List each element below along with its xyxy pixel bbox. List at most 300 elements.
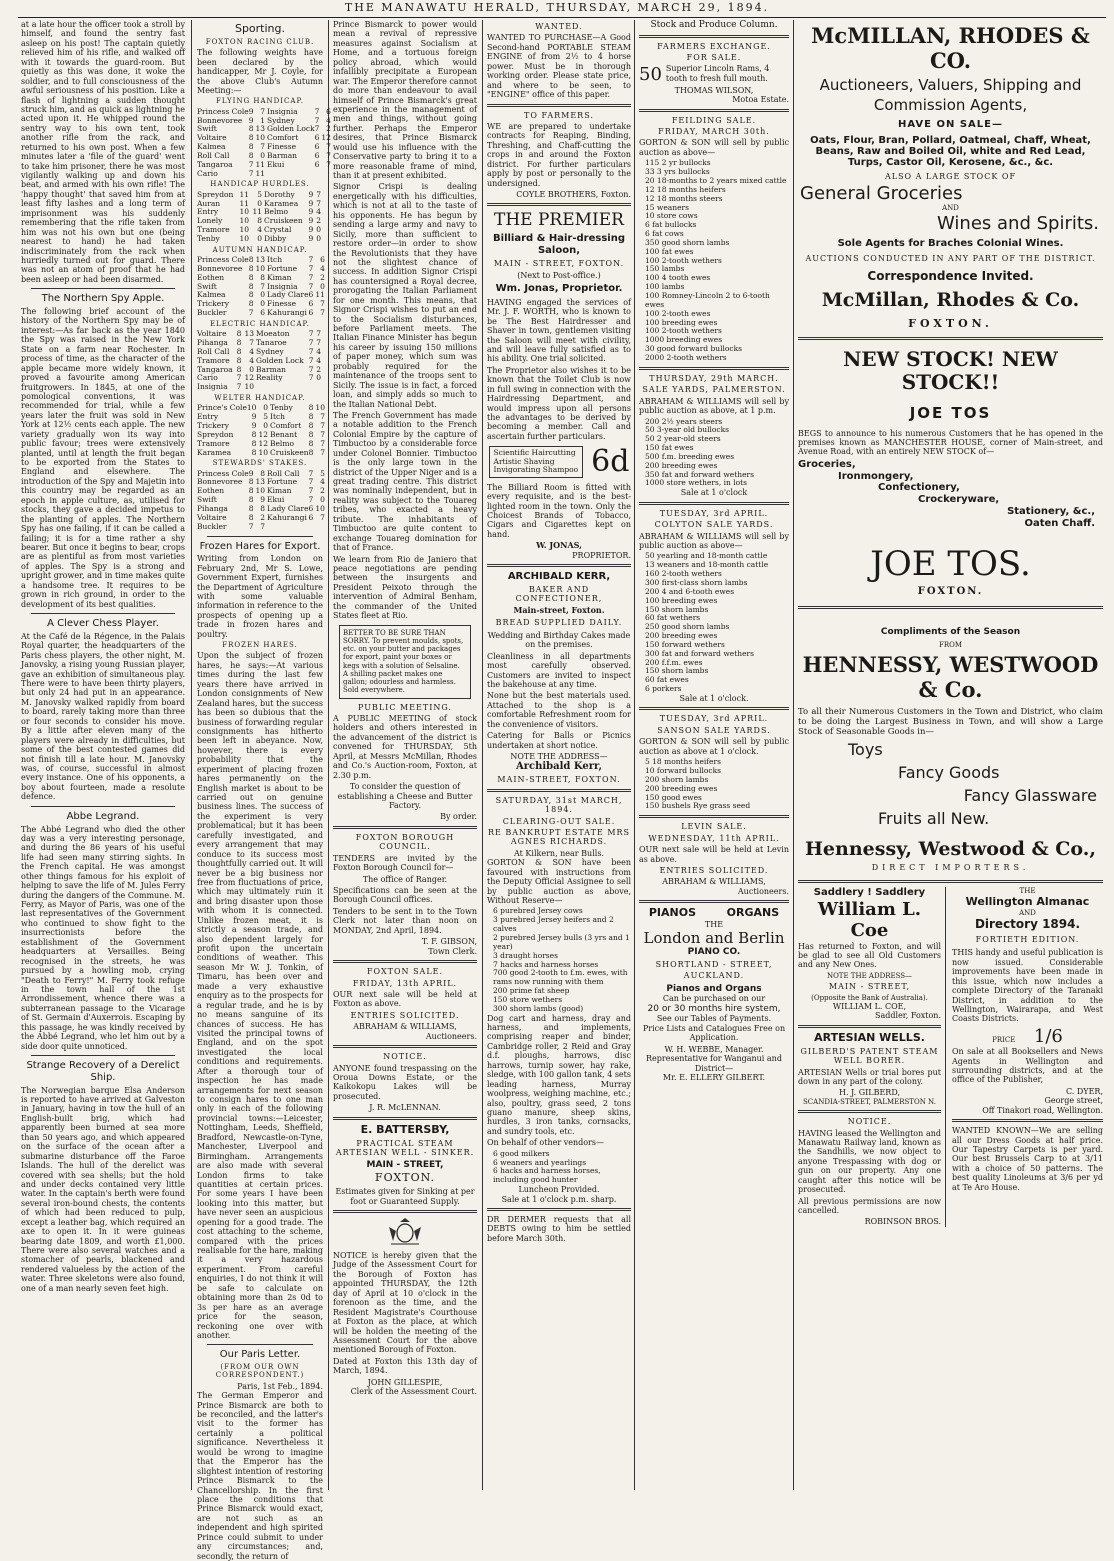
ad-text: Correspondence Invited. bbox=[867, 269, 1034, 284]
table-cell bbox=[256, 383, 308, 392]
ad-sign: George street, bbox=[1044, 1096, 1103, 1106]
table-cell: 10 bbox=[315, 503, 325, 513]
table-cell: 6 bbox=[326, 106, 331, 116]
ad-text: Sale at 1 o'clock bbox=[680, 488, 748, 498]
table-cell: 7 bbox=[320, 512, 325, 522]
table-cell: 7 bbox=[308, 364, 314, 374]
lot-item: 3 purebred Jersey heifers and 2 calves bbox=[493, 915, 614, 934]
table-cell: 10 bbox=[255, 263, 266, 273]
table-cell: 8 bbox=[251, 429, 257, 439]
table-cell: Entry bbox=[197, 412, 219, 422]
table-cell: Tangaroa bbox=[197, 159, 233, 169]
lot-list bbox=[639, 758, 789, 811]
ad-text: Representative for Wanganui and District— bbox=[646, 1054, 782, 1073]
table-cell bbox=[316, 383, 323, 392]
table-cell: 8 bbox=[248, 150, 254, 160]
table-cell: Comfort bbox=[267, 133, 299, 143]
lot-item: 150 bushels Rye grass seed bbox=[645, 801, 751, 811]
ad-text: MAIN - STREET, bbox=[828, 982, 911, 992]
table-cell: 6 bbox=[308, 308, 314, 318]
table-cell: Finesse bbox=[267, 142, 297, 152]
ad-sign: Archibald Kerr, bbox=[515, 761, 603, 773]
ad-text: THE bbox=[704, 920, 724, 930]
table-cell: 8 bbox=[248, 503, 254, 513]
ad-heading: E. BATTERSBY, bbox=[360, 1122, 450, 1136]
goods-item: Crockeryware, bbox=[918, 494, 1000, 506]
lot-item: 200 f.f.m. ewes bbox=[645, 657, 703, 667]
table-cell: 8 bbox=[260, 468, 266, 478]
table-cell: 8 bbox=[248, 299, 254, 309]
table-cell: Belmo bbox=[264, 207, 289, 217]
table-cell: 10 bbox=[255, 133, 266, 143]
table-row bbox=[197, 309, 327, 318]
ad-heading: William L. Coe bbox=[817, 899, 922, 942]
table-cell: 6 bbox=[314, 142, 320, 152]
ad-text: ANYONE found trespassing on the Oroua Downs Estate, or the Kaikokopu Lakes will be prosecuted. bbox=[333, 1063, 477, 1101]
article-text: The Abbé Legrand who died the other day was a very interesting personage, and during the 86 years of his useful life had seen many stirring sights. In the French capital. He was amongst other things famous for his exploit of helping to save the life of M. Jules Ferry during the dangers of the Commune. M. Ferry, as Mayor of Paris, was one of the last representatives of the Government who continued to show fight to the insurrectionists before the establishment of the Government headquarters at Versailles. Being recognised in the streets, he was pursued by a howling mob, crying "Death to Ferry!" M. Ferry took refuge in the town hall of the 1st Arrondissement, whence there was a subterranean passage to the Vicarage of St. Germain d'Auxerrois. Escaping by this passage, he was kindly received by the Abbé Legrand, who let him out by a side door quite unnoticed. bbox=[21, 824, 185, 1051]
divider bbox=[639, 900, 789, 903]
table-cell: 7 bbox=[308, 337, 314, 347]
table-cell: 11 bbox=[239, 189, 250, 199]
ad-text: Superior Lincoln Rams, 4 tooth to fresh full mouth. bbox=[665, 64, 770, 83]
ad-text: NOTE THE ADDRESS— bbox=[826, 971, 913, 980]
table-cell: 4 bbox=[257, 225, 263, 235]
ad-text: ABRAHAM & WILLIAMS will sell by public auction as above, at 1 p.m. bbox=[639, 396, 789, 416]
ad-text: Commission Agents, bbox=[873, 96, 1028, 115]
table-cell: 8 bbox=[248, 133, 254, 143]
table-cell: 8 bbox=[248, 281, 254, 291]
table-cell: 0 bbox=[260, 150, 266, 160]
ad-heading: COLYTON SALE YARDS. bbox=[654, 520, 774, 530]
handicap-table bbox=[197, 330, 323, 392]
table-cell: 11 bbox=[252, 207, 263, 217]
ad-text: PIANO CO. bbox=[687, 947, 741, 958]
ad-sign: ABRAHAM & WILLIAMS, bbox=[662, 877, 766, 887]
lot-item: 50 3-year old bullocks bbox=[645, 425, 729, 435]
table-cell: Spreydon bbox=[197, 189, 234, 199]
table-cell: Kiman bbox=[267, 486, 292, 496]
table-cell: 7 bbox=[326, 150, 331, 160]
divider bbox=[333, 1210, 477, 1213]
ad-sign: C. DYER, bbox=[1065, 1086, 1103, 1096]
price-box bbox=[487, 444, 631, 479]
table-cell: 5 bbox=[320, 468, 325, 478]
goods-item: Fancy Goods bbox=[898, 762, 1000, 782]
handicap-title: ELECTRIC HANDICAP. bbox=[209, 319, 311, 328]
lot-item: 20 18-months to 2 years mixed cattle bbox=[645, 176, 787, 186]
ad-text: Sale at 1 o'clock. bbox=[679, 693, 749, 703]
divider bbox=[639, 707, 789, 710]
ad-sign: Auctioneers. bbox=[425, 1031, 477, 1041]
price-row bbox=[952, 1026, 1103, 1047]
table-cell: 7 bbox=[248, 521, 254, 531]
column-1 bbox=[18, 20, 188, 1490]
table-cell: 10 bbox=[315, 403, 325, 413]
dateline: Paris, 1st Feb., 1894. bbox=[237, 1381, 323, 1391]
table-cell: 7 bbox=[308, 355, 314, 365]
divider bbox=[952, 1119, 1103, 1122]
ad-sign: THOMAS WILSON, bbox=[674, 85, 754, 95]
ad-text: Specifications can be seen at the Borough Council offices. bbox=[333, 886, 477, 905]
handicap-table bbox=[197, 256, 327, 318]
ad-text: GORTON & SON have been favoured with instructions from the Deputy Official Assignee to sell by public auction as above, Without Reserve— bbox=[487, 858, 631, 906]
column-rule bbox=[482, 20, 483, 1490]
ad-text: Billiard & Hair-dressing Saloon, bbox=[493, 233, 625, 257]
ad-heading: JOE TOS bbox=[909, 403, 992, 422]
table-cell: 7 bbox=[248, 308, 254, 318]
lot-item: 150 shorn lambs bbox=[645, 666, 709, 676]
table-cell: Fortune bbox=[267, 263, 298, 273]
column-rule bbox=[328, 20, 329, 1490]
article-heading: Frozen Hares for Export. bbox=[199, 540, 321, 552]
table-cell: 9 bbox=[260, 495, 266, 505]
table-row bbox=[197, 235, 323, 244]
lot-item: 13 weaners and 18-month cattle bbox=[645, 560, 769, 570]
ad-sign: SCANDIA-STREET, PALMERSTON N. bbox=[803, 1097, 936, 1106]
article-text: The following brief account of the history of the Northern Spy may be of interest:—As far back as the year 1840 the Spy was raised in the New York State on a farm near Rochester. In process of time, as the character of the apple became more widely known, it proved a favourite among American fruitgrowers. In 1845, at one of the pomological conventions, it was recommended for trial, while a few years later the fruit was sold in New York at 12½ cents each apple. The new variety gradually won its way into public favour; trees were extensively planted, until at length the fruit began to be exported from the States to England and elsewhere. The introduction of the Spy and Majetin into this country may be regarded as an epoch in apple culture, as, utilised for stocks, they gave a decided impetus to the planting of apples. The Northern Spy has one failing, if it can be called a failing; it is for a time rather a shy bearer. But once it begins to bear, crops are as plentiful as from most varieties of apples. The Spy is a strong and upright grower, and in time makes quite a handsome tree. It requires to be grown in rich ground, in order to the development of its best qualities. bbox=[21, 307, 185, 609]
table-cell: 4 bbox=[249, 346, 255, 356]
table-cell: Cario bbox=[197, 373, 218, 383]
divider bbox=[639, 502, 789, 505]
table-cell: Finesse bbox=[267, 299, 297, 309]
ad-text: WANTED KNOWN—We are selling all our Dress Goods at half price. Our Tapestry Carpets is per yard. Our best Brussels Carp to at 3/11 with a choice of 50 patterns. The best quality Linoleums at 3/6 per yd at Te Aro House. bbox=[952, 1126, 1103, 1192]
ad-text: GORTON & SON will sell by public auction as above— bbox=[639, 138, 789, 157]
table-cell bbox=[315, 170, 322, 179]
ad-text: The Billiard Room is fitted with every requisite, and is the best-lighted room in the town. Only the Choicest Brands of Tobacco, Cigars and Cigarettes kept on hand. bbox=[487, 482, 631, 539]
table-cell: 8 bbox=[257, 216, 263, 226]
divider bbox=[798, 337, 1103, 340]
table-cell: 8 bbox=[236, 329, 242, 339]
handicap-title: STEWARDS' STAKES. bbox=[212, 459, 308, 468]
goods-item: Fancy Glassware bbox=[963, 785, 1097, 805]
table-cell: 9 bbox=[308, 233, 314, 243]
divider bbox=[333, 1045, 477, 1048]
divider bbox=[798, 1025, 941, 1028]
table-cell: 7 bbox=[316, 329, 321, 339]
article-text: at a late hour the officer took a stroll by himself, and found the sentry fast asleep on his post! The captain quietly relieved him of his rifle, and walked off with it towards the guard-room. But quietly as this was done, it woke the soldier, and to full consciousness of the awful seriousness of his position. Like a flash of lightning a sudden thought struck him, and as quick as lightning he acted upon it. He whipped round the sentry way to his own tent, took another rifle from the rack, and returned to his own post. When a few minutes later a 'file of the guard' went to take him prisoner, there he was most vigilantly walking up and down his beat, and armed with his own rifle! The 'happy thought' that saved him from at least fifty lashes and a long term of imprisonment was his suddenly remembering that the rifle taken from him was not his own but one (being nearest to hand) he had taken indiscriminately from the rack when hurriedly turned out for guard. There was not an atom of proof that he had been asleep or had been disarmed. bbox=[21, 20, 185, 284]
table-cell: 4 bbox=[320, 263, 325, 273]
table-cell: 6 bbox=[260, 308, 266, 318]
table-cell: Tramore bbox=[197, 355, 230, 365]
table-cell: 8 bbox=[248, 254, 254, 264]
royal-crest-icon bbox=[385, 1217, 425, 1247]
lot-item: 150 forward wethers bbox=[645, 639, 725, 649]
handicap-title: HANDICAP HURDLES. bbox=[210, 180, 310, 189]
column-3 bbox=[330, 20, 480, 1490]
divider bbox=[639, 367, 789, 370]
article-heading: Abbe Legrand. bbox=[66, 810, 140, 822]
service-item: Artistic Shaving bbox=[493, 456, 555, 466]
table-cell: 7 bbox=[260, 106, 266, 116]
table-cell: 7 bbox=[308, 346, 314, 356]
table-cell: 12 bbox=[244, 373, 255, 383]
ad-heading: Directory 1894. bbox=[974, 916, 1081, 931]
ad-heading: Wellington Almanac bbox=[965, 894, 1090, 908]
table-cell: Swift bbox=[197, 124, 217, 134]
table-cell: Princess Cole bbox=[197, 106, 249, 116]
ad-text: Price Lists and Catalogues Free on Application. bbox=[642, 1023, 786, 1043]
table-cell: 10 bbox=[246, 403, 257, 413]
table-cell: Spreydon bbox=[197, 429, 234, 439]
table-cell: Moeaton bbox=[256, 329, 290, 339]
table-cell: Roll Call bbox=[197, 346, 230, 356]
lot-item: 350 good shorn lambs bbox=[645, 237, 730, 247]
lot-list bbox=[639, 552, 789, 694]
table-cell: 7 bbox=[314, 106, 320, 116]
ad-text: Cleanliness in all departments most carefully observed. Customers are invited to inspect the bakehouse at any time. bbox=[487, 651, 631, 689]
table-row bbox=[197, 449, 327, 458]
table-cell: 0 bbox=[263, 403, 268, 413]
ad-text: SHORTLAND - STREET, bbox=[655, 959, 773, 969]
ad-heading: HENNESSY, WESTWOOD & Co. bbox=[802, 652, 1099, 703]
table-cell: 8 bbox=[236, 337, 242, 347]
ad-text: FORTIETH EDITION. bbox=[975, 934, 1080, 944]
article-text: The Norwegian barque Elsa Anderson is reported to have arrived at Galveston in January, having in tow the hull of an English-built brig, which had apparently been burned at sea more than 50 years ago, and which appeared on the surface of the ocean after a submarine disturbance off the Faroe Islands. The hull of the derelict was covered with sea shells; but the hold and under decks contained very little water. In the captain's berth were found several iron-bound chests, the contents of which had been reduced to pulp, except a leather bag, which required an axe to open it. In it were guineas bearing date 1809, and worth £1,000. There were also several watches and a stomacher of pearls, blackened and rendered valueless by the action of the water. Three skeletons were also found, one of a man nearly seven feet high. bbox=[21, 1085, 185, 1293]
ad-text: General Groceries bbox=[800, 183, 963, 205]
lot-item: 6 fat cows bbox=[645, 229, 684, 239]
table-cell: 7 bbox=[260, 281, 266, 291]
table-cell: 7 bbox=[316, 337, 321, 347]
divider bbox=[333, 826, 477, 829]
article-text: Writing from London on February 2nd, Mr S. Lowe, Government Expert, furnishes the Department of Agriculture with some valuable information in reference to the prospects of opening up a trade in frozen hares and poultry. bbox=[197, 554, 323, 639]
table-cell: Barman bbox=[267, 150, 297, 160]
table-cell: 10 bbox=[258, 447, 268, 457]
lot-item: 100 4 tooth ewes bbox=[645, 273, 711, 283]
ad-text: AND bbox=[942, 204, 959, 213]
table-cell: Sydney bbox=[256, 346, 284, 356]
table-cell: 13 bbox=[255, 254, 266, 264]
table-cell: 7 bbox=[320, 308, 325, 318]
table-cell: 10 bbox=[244, 382, 255, 392]
column-rule bbox=[191, 20, 192, 1490]
goods-list bbox=[798, 459, 1103, 530]
divider bbox=[207, 536, 313, 537]
lot-item: 1000 store wethers, in lots bbox=[645, 478, 747, 488]
ad-text: PRACTICAL STEAM ARTESIAN WELL - SINKER. bbox=[335, 1138, 475, 1158]
table-cell: Prince's Cole bbox=[197, 403, 247, 413]
lot-item: 350 fat and forward wethers bbox=[645, 469, 754, 479]
table-cell: 11 bbox=[255, 159, 266, 169]
table-cell: 8 bbox=[236, 355, 242, 365]
lot-item: 60 fat wethers bbox=[645, 613, 701, 623]
lot-item: 150 fat ewes bbox=[645, 443, 694, 453]
top-rule bbox=[18, 17, 1106, 18]
table-cell: Pihanga bbox=[197, 337, 228, 347]
table-cell: Cruiskeen bbox=[264, 216, 303, 226]
table-cell: Dibby bbox=[264, 233, 287, 243]
table-cell: 8 bbox=[248, 142, 254, 152]
ad-text: ALSO A LARGE STOCK OF bbox=[884, 171, 1016, 181]
ad-heading: ARCHIBALD KERR, bbox=[507, 571, 611, 583]
goods-item: Fruits all New. bbox=[878, 808, 990, 828]
ad-text: Has returned to Foxton, and will be glad to see all Old Customers and any New Ones. bbox=[798, 941, 941, 970]
ad-text: FROM bbox=[938, 641, 963, 650]
article-text: At the Café de la Régence, in the Palais Royal quarter, the headquarters of the Paris chess players, the other night, M. Janovsky, a rising young Russian player, gave an exhibition of simultaneous play. There were to have been thirty players, but only 24 had put in an appearance. M. Janovsky walked rapidly from board to board, rarely taking more than three or four seconds to consider his move. By a little after eleven many of the players were already in difficulties, but some of the best contested games did not finish till a late hour. M. Janovsky was, of course, successful in almost every instance. One of his opponents, a boy about fourteen, made a resolute defence. bbox=[21, 631, 185, 802]
table-cell: 8 bbox=[308, 438, 314, 448]
ad-text: Wines and Spirits. bbox=[937, 212, 1099, 234]
ad-text: Luncheon Provided. bbox=[518, 1185, 600, 1195]
ad-text: On behalf of other vendors— bbox=[487, 1138, 604, 1148]
handicap-table bbox=[197, 191, 323, 244]
divider bbox=[798, 1110, 941, 1113]
handicap-title: WELTER HANDICAP. bbox=[214, 394, 306, 403]
lot-item: 100 Romney-Lincoln 2 to 6-tooth ewes bbox=[645, 291, 770, 309]
table-cell: Roll Call bbox=[197, 150, 230, 160]
table-cell: Kiman bbox=[267, 272, 292, 282]
ad-heading: Saddlery ! Saddlery bbox=[813, 887, 926, 899]
lot-item: 6 weaners and yearlings bbox=[493, 1157, 587, 1167]
table-cell: Ekui bbox=[267, 159, 285, 169]
sub-heading: (FROM OUR OWN CORRESPONDENT.) bbox=[215, 1363, 305, 1380]
lot-item: 10 forward bullocks bbox=[645, 765, 722, 775]
table-cell: 9 bbox=[248, 106, 254, 116]
table-cell: 2 bbox=[326, 124, 331, 134]
ad-text: GORTON & SON will sell by public auction as above at 1 o'clock. bbox=[639, 737, 789, 756]
ad-sign: W. JONAS, bbox=[536, 540, 582, 551]
ad-heading: PUBLIC MEETING. bbox=[357, 702, 452, 712]
table-cell: 7 bbox=[308, 486, 314, 496]
table-cell: 6 bbox=[308, 512, 314, 522]
table-cell: Lonely bbox=[197, 216, 223, 226]
table-cell: 4 bbox=[316, 346, 321, 356]
ad-text: The office of Ranger. bbox=[362, 874, 448, 884]
table-cell: 13 bbox=[255, 477, 266, 487]
table-cell: 13 bbox=[255, 124, 266, 134]
table-cell: 7 bbox=[308, 272, 314, 282]
ad-text: BREAD SUPPLIED DAILY. bbox=[495, 618, 623, 628]
ad-text: NOTICE is hereby given that the Judge of the Assessment Court for the Borough of Foxton has appointed THURSDAY, the 12th day of April at 10 o'clock in the forenoon as the time, and the Resident Magistrate's Courthouse at Foxton as the place, at which will be holden the meeting of the Assessment Court for the above mentioned Borough of Foxton. bbox=[333, 1251, 477, 1355]
ad-text: Estimates given for Sinking at per foot or Guaranteed Supply. bbox=[335, 1187, 475, 1206]
ad-heading: WANTED. bbox=[535, 22, 583, 31]
table-cell: 4 bbox=[249, 355, 255, 365]
masthead: THE MANAWATU HERALD, THURSDAY, MARCH 29, 1894. bbox=[344, 1, 770, 14]
table-cell: 7 bbox=[320, 299, 325, 309]
ad-text: Catering for Balls or Picnics undertaken at short notice. bbox=[487, 731, 631, 750]
table-cell: Sydney bbox=[267, 115, 295, 125]
article-text: We learn from Rio de Janiero that peace negotiations are pending between the insurgents and President Peixoto through the intervention of Admiral Benham, the commander of the United States fleet at Rio. bbox=[333, 554, 477, 621]
table-cell: 7 bbox=[308, 477, 314, 487]
lot-list bbox=[639, 159, 789, 362]
ad-heading: FRIDAY, MARCH 30th. bbox=[658, 127, 770, 137]
table-cell: 11 bbox=[315, 290, 325, 300]
lot-item: 3 draught horses bbox=[493, 950, 558, 960]
table-cell: 12 bbox=[321, 133, 331, 143]
column-heading: Stock and Produce Column. bbox=[650, 20, 778, 30]
lot-item: 150 good ewes bbox=[645, 792, 702, 802]
article-heading: Our Paris Letter. bbox=[219, 1349, 301, 1361]
table-cell: 7 bbox=[308, 329, 314, 339]
table-cell bbox=[309, 523, 316, 532]
lot-item: 200 prime fat sheep bbox=[493, 986, 570, 996]
ad-text: AUCKLAND. bbox=[683, 971, 745, 981]
ad-text: WANTED TO PURCHASE—A Good Second-hand PORTABLE STEAM ENGINE of from 2½ to 4 horse power. Must be in thorough working order. Please state price, and where to be seen, to "ENGINE" office of this paper. bbox=[487, 33, 631, 100]
ad-heading: THURSDAY, 29th MARCH. bbox=[649, 373, 779, 383]
table-cell: 0 bbox=[320, 495, 325, 505]
table-cell bbox=[267, 523, 309, 532]
ad-sign: Clerk of the Assessment Court. bbox=[350, 1387, 477, 1397]
table-cell: Buckler bbox=[197, 521, 227, 531]
table-cell: 9 bbox=[308, 189, 314, 199]
column-rule bbox=[793, 20, 794, 1490]
goods-item: Confectionery, bbox=[878, 482, 960, 494]
service-item: Invigorating Shampoo bbox=[493, 465, 579, 475]
table-row bbox=[197, 523, 327, 532]
lot-item: 300 first-class shorn lambs bbox=[645, 577, 748, 587]
table-cell: Bonnevoree bbox=[197, 263, 243, 273]
divider bbox=[487, 789, 631, 792]
divider bbox=[333, 960, 477, 963]
sub-heading: FROZEN HARES. bbox=[222, 641, 298, 650]
table-cell: 8 bbox=[308, 447, 314, 457]
ad-text: Tenders to be sent in to the Town Clerk not later than noon on MONDAY, 2nd April, 1894. bbox=[333, 906, 477, 935]
table-cell: 7 bbox=[248, 168, 254, 178]
table-cell: Tangaroa bbox=[197, 364, 233, 374]
ad-text: (Opposite the Bank of Australia). bbox=[811, 993, 928, 1002]
table-cell: Benant bbox=[269, 429, 298, 439]
ad-text: Main-street, Foxton. bbox=[513, 604, 605, 615]
table-cell: 5 bbox=[257, 189, 263, 199]
table-cell: Voltaire bbox=[197, 512, 227, 522]
column-rule bbox=[634, 20, 635, 1490]
lot-item: 5 18 months heifers bbox=[645, 757, 721, 767]
price-value: 1/6 bbox=[1033, 1025, 1063, 1047]
table-cell: Tenby bbox=[269, 403, 293, 413]
lot-item: 100 breeding ewes bbox=[645, 317, 718, 327]
table-cell: Itch bbox=[269, 412, 285, 422]
lot-item: 200 4 and 6-tooth ewes bbox=[645, 586, 735, 596]
lot-item: 6 hacks and harness horses, including good hunter bbox=[493, 1166, 601, 1185]
table-cell: Voltaire bbox=[197, 329, 227, 339]
ad-text: ENTRIES SOLICITED. bbox=[659, 865, 769, 875]
lot-item: 12 18 months steers bbox=[645, 193, 723, 203]
lot-item: 2 purebred Jersey bulls (3 yrs and 1 year) bbox=[493, 933, 630, 951]
column-4 bbox=[484, 20, 634, 1490]
ad-heading: McMillan, Rhodes & Co. bbox=[821, 289, 1080, 312]
table-cell bbox=[308, 383, 315, 392]
table-cell: 7 bbox=[320, 412, 325, 422]
table-cell: 7 bbox=[308, 254, 314, 264]
table-cell: 2 bbox=[316, 216, 321, 226]
table-cell: 8 bbox=[260, 503, 266, 513]
ad-text: NOTE THE ADDRESS— bbox=[510, 752, 608, 761]
table-cell: 7 bbox=[249, 337, 255, 347]
table-cell: 9 bbox=[308, 198, 314, 208]
table-cell: 10 bbox=[239, 207, 250, 217]
lot-item: 100 fat ewes bbox=[645, 246, 694, 256]
divider bbox=[639, 815, 789, 818]
table-cell: Golden Lock bbox=[256, 355, 304, 365]
lot-item: 30 good forward bullocks bbox=[645, 344, 743, 354]
divider bbox=[798, 606, 1103, 609]
ad-text: FOXTON. bbox=[917, 585, 984, 597]
ad-heading: FARMERS EXCHANGE. bbox=[657, 41, 771, 51]
table-cell: 1 bbox=[260, 115, 266, 125]
ad-heading: FEILDING SALE. bbox=[671, 115, 757, 125]
lot-list bbox=[639, 418, 789, 489]
lot-item: 6 fat bullocks bbox=[645, 220, 697, 230]
table-cell: Cario bbox=[197, 168, 218, 178]
ad-sign: Hennessy, Westwood & Co., bbox=[804, 838, 1096, 861]
ad-heading: PIANOS ORGANS bbox=[648, 906, 780, 920]
divider bbox=[31, 613, 175, 614]
lot-item: 150 shorn lambs bbox=[645, 604, 709, 614]
ad-sign: H. J. GILBERD, bbox=[838, 1088, 900, 1098]
table-cell: Pihanga bbox=[197, 503, 228, 513]
ad-sign: Motoa Estate. bbox=[732, 95, 789, 105]
ad-text: HAVE ON SALE— bbox=[898, 118, 1003, 130]
lot-item: 50 2 year-old steers bbox=[645, 434, 721, 444]
lot-item: 700 good 2-tooth to f.m. ewes, with rams now running with them bbox=[493, 968, 628, 987]
